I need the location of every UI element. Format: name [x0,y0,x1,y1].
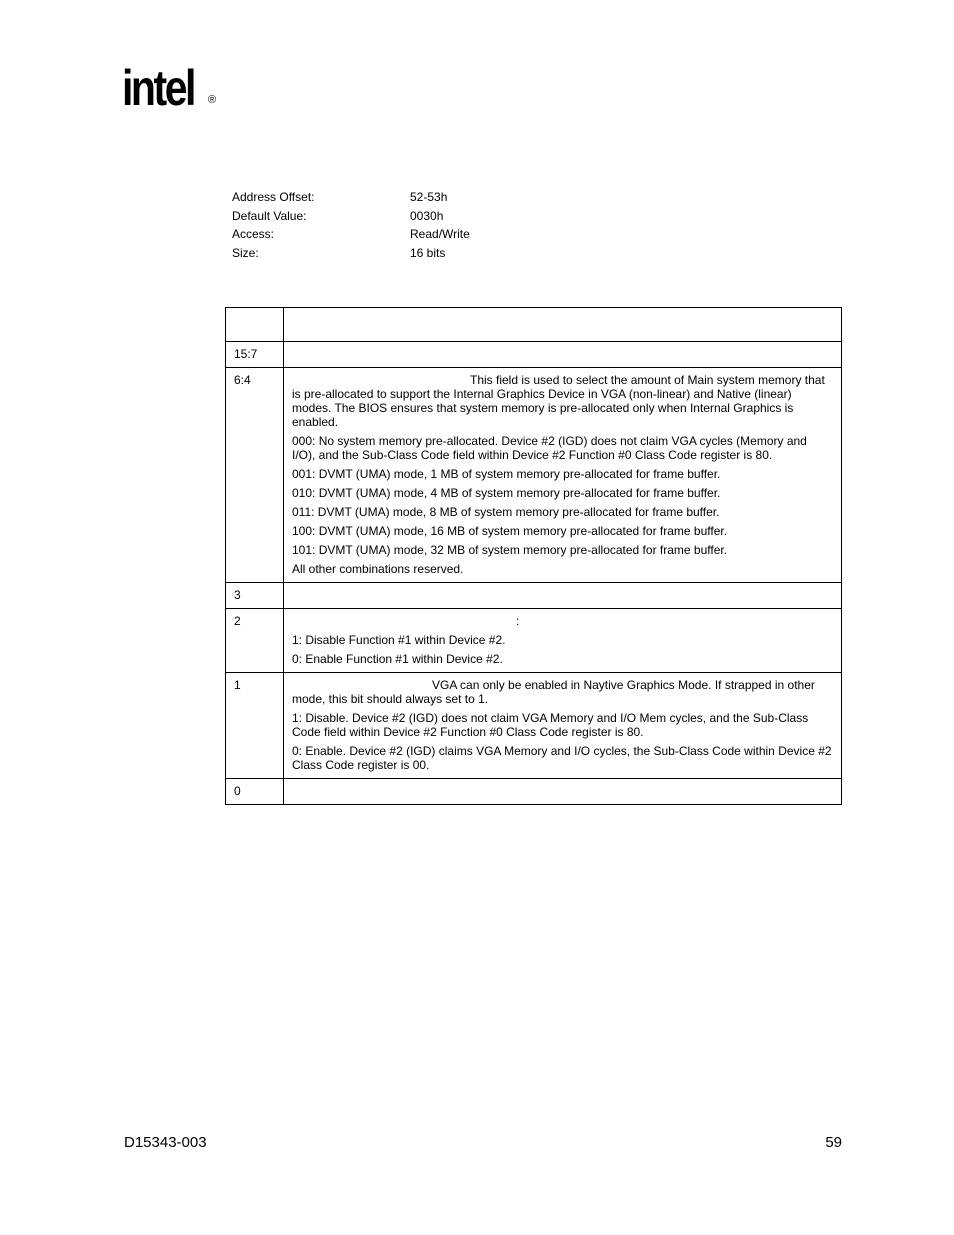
description-paragraph [292,614,833,628]
bit-cell: 2 [226,609,284,673]
description-cell [284,609,842,673]
bit-description-table [225,307,842,805]
description-paragraph: 0: Enable. Device #2 (IGD) claims VGA Memory and I/O cycles, the Sub-Class Code within Device #2 Class Code register is 00. [292,744,832,772]
table-row-bit-0 [226,779,842,805]
table-row-bits-6-4 [226,368,842,583]
paragraph-text: VGA can only be enabled in Naytive Graphics Mode. If strapped in other mode, this bit should always set to 1. [292,678,815,706]
page-number: 59 [825,1134,842,1151]
description-paragraph: 101: DVMT (UMA) mode, 32 MB of system memory pre-allocated for frame buffer. [292,543,728,557]
bit-cell: 1 [226,673,284,779]
register-info [232,188,632,263]
document-number: D15343-003 [124,1134,207,1151]
intel-logo [122,58,222,122]
paragraph-text: This field is used to select the amount of Main system memory that is pre-allocated to support the Internal Graphics Device in VGA (non-linear) and Native (linear) modes. The BIOS ensures that system memory is pre-allocated only when Internal Graphics is enabled. [292,373,825,429]
table-header-row [226,308,842,342]
register-row-size [232,244,632,263]
bit-cell: 0 [226,779,284,805]
register-label: Size: [232,246,259,261]
bit-cell: 3 [226,583,284,609]
table-row-bit-3 [226,583,842,609]
register-value: 0030h [410,208,444,223]
description-paragraph: 1: Disable Function #1 within Device #2. [292,633,506,647]
table-row-bit-1 [226,673,842,779]
register-value: Read/Write [410,227,470,242]
register-value: 16 bits [410,246,446,261]
description-paragraph: 010: DVMT (UMA) mode, 4 MB of system memory pre-allocated for frame buffer. [292,486,721,500]
description-paragraph: 001: DVMT (UMA) mode, 1 MB of system memory pre-allocated for frame buffer. [292,467,721,481]
description-paragraph: 011: DVMT (UMA) mode, 8 MB of system memory pre-allocated for frame buffer. [292,505,720,519]
bit-cell: 6:4 [226,368,284,583]
description-cell [284,673,842,779]
register-row-access [232,225,632,244]
description-paragraph: 0: Enable Function #1 within Device #2. [292,652,503,666]
bit-cell: 15:7 [226,342,284,368]
paragraph-text: : [516,614,520,628]
register-label: Address Offset: [232,190,315,204]
table-row-bits-15-7 [226,342,842,368]
description-cell [284,368,842,583]
intel-logo-text: intel [122,60,194,116]
description-paragraph: 000: No system memory pre-allocated. Device #2 (IGD) does not claim VGA cycles (Memory and I/O), and the Sub-Class Code field within Device #2 Function #0 Class Code register is 80. [292,434,807,462]
description-cell [284,779,842,805]
description-paragraph: All other combinations reserved. [292,562,464,576]
register-value: 52-53h [410,190,448,204]
table-row-bit-2 [226,609,842,673]
description-paragraph [292,373,833,429]
register-row-default-value [232,207,632,226]
description-cell [284,583,842,609]
header-description-cell [284,308,842,342]
register-label: Default Value: [232,208,307,223]
description-paragraph: 1: Disable. Device #2 (IGD) does not claim VGA Memory and I/O Mem cycles, and the Sub-Class Code field within Device #2 Function #0 Class Code register is 80. [292,711,809,739]
registered-mark: ® [208,94,217,106]
description-paragraph: 100: DVMT (UMA) mode, 16 MB of system memory pre-allocated for frame buffer. [292,524,728,538]
register-label: Access: [232,227,275,242]
description-cell [284,342,842,368]
description-paragraph [292,678,833,706]
register-row-address-offset [232,188,632,207]
header-bit-cell [226,308,284,342]
